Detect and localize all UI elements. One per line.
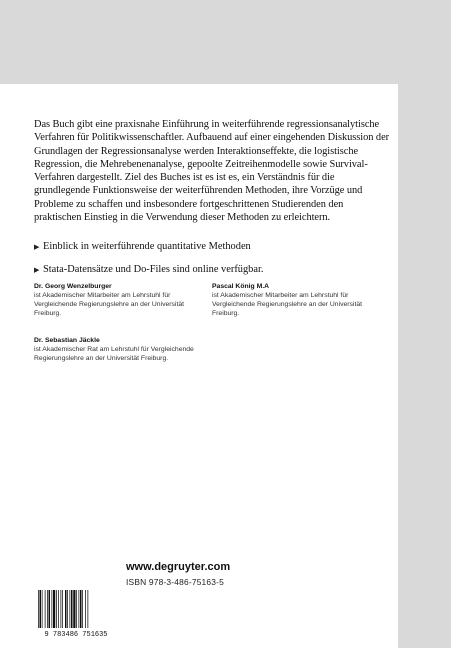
barcode-bar: [42, 590, 43, 628]
author-description: ist Akademischer Mitarbeiter am Lehrstuhl für Vergleichende Regierungslehre an der Universität Freiburg.: [212, 292, 362, 317]
author-name: Dr. Georg Wenzelburger: [34, 283, 112, 290]
triangle-bullet-icon: ▶: [34, 243, 40, 252]
barcode-bars: [38, 590, 88, 628]
barcode-bar: [38, 590, 39, 628]
triangle-bullet-icon: ▶: [34, 266, 40, 275]
barcode-bar: [47, 590, 48, 628]
barcode-bar: [82, 590, 83, 628]
barcode-bar: [71, 590, 73, 628]
barcode-bar: [45, 590, 46, 628]
author-bio: [212, 282, 377, 318]
isbn-number: ISBN 978-3-486-75163-5: [126, 577, 224, 587]
back-cover-content: [34, 118, 392, 286]
feature-item: [34, 263, 392, 277]
author-bio: [34, 282, 199, 318]
feature-text: Einblick in weiterführende quantitative Methoden: [43, 241, 251, 253]
barcode-bar: [40, 590, 42, 628]
author-description: ist Akademischer Rat am Lehrstuhl für Vergleichende Regierungslehre an der Universität Freiburg.: [34, 346, 194, 362]
book-description: Das Buch gibt eine praxisnahe Einführung in weiterführende regressionsanalytische Verfahren für Politikwissenschaftler. Aufbauend auf einer eingehenden Diskussion der Grundlagen der Regressionsanalyse werden Interaktionseffekte, die logistische Regression, die Mehrebenenanalyse, gepoolte Zeitreihenmodelle sowie Survival-Verfahren dargestellt. Ziel des Buches ist es ist es, ein Verständnis für die grundlegende Funktionsweise der weiterführenden Methoden, ihre Vorzüge und Probleme zu schaffen und insbesondere fortgeschrittenen Studierenden den praktischen Einstieg in die Verwendung dieser Methoden zu erleichtern.: [34, 119, 390, 224]
barcode-bar: [80, 590, 82, 628]
author-bio: [34, 336, 199, 363]
barcode-bar: [85, 590, 86, 628]
barcode-bar: [61, 590, 62, 628]
barcode-bar: [76, 590, 77, 628]
author-description: ist Akademischer Mitarbeiter am Lehrstuhl für Vergleichende Regierungslehre an der Universität Freiburg.: [34, 292, 184, 317]
barcode-bar: [49, 590, 51, 628]
feature-text: Stata-Datensätze und Do-Files sind online verfügbar.: [43, 264, 264, 276]
barcode-bar: [58, 590, 59, 628]
publisher-info: [126, 561, 230, 587]
isbn-barcode: [34, 590, 118, 638]
barcode-digits: 9 783486 751635: [44, 631, 108, 638]
publisher-url: www.degruyter.com: [126, 561, 231, 573]
barcode-bar: [79, 590, 80, 628]
author-name: Pascal König M.A: [212, 283, 270, 290]
barcode-bar: [52, 590, 53, 628]
barcode-bar: [73, 590, 75, 628]
right-gray-band: [398, 84, 451, 648]
barcode-bar: [62, 590, 63, 628]
barcode-bar: [65, 590, 67, 628]
barcode-bar: [70, 590, 71, 628]
barcode-bar: [67, 590, 68, 628]
top-gray-band: [0, 0, 451, 84]
feature-list: [34, 240, 392, 277]
barcode-bar: [53, 590, 55, 628]
feature-item: [34, 240, 392, 254]
author-name: Dr. Sebastian Jäckle: [34, 337, 100, 344]
barcode-bar: [56, 590, 57, 628]
barcode-bar: [88, 590, 89, 628]
